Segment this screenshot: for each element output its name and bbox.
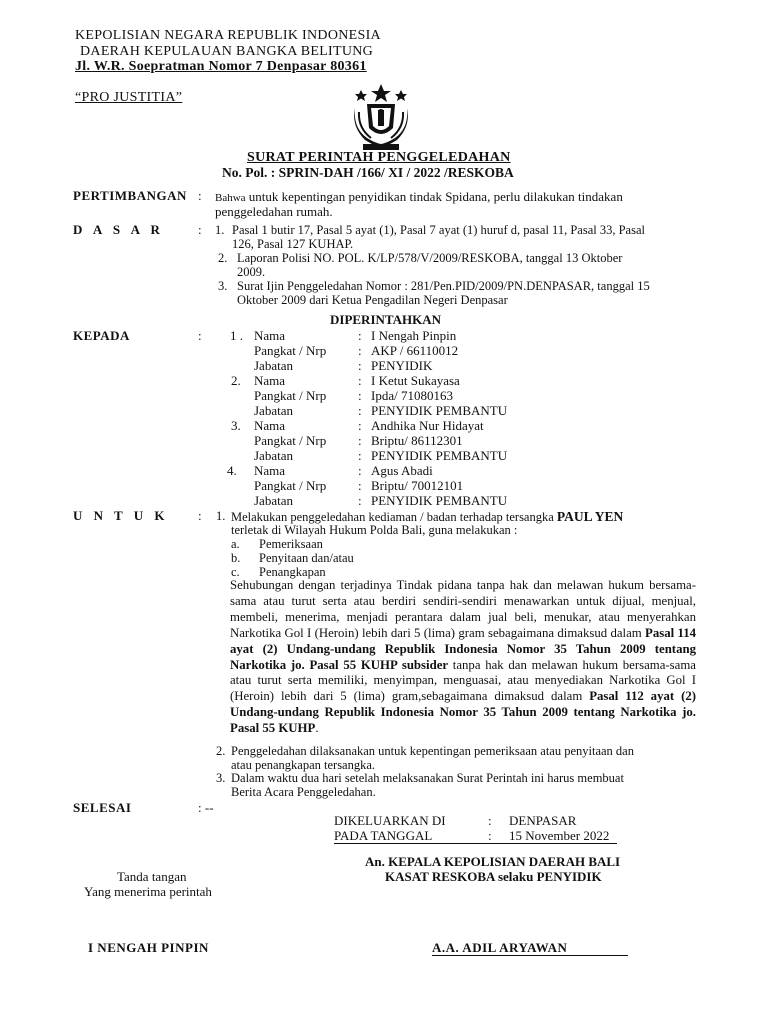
issued-divider	[334, 843, 617, 844]
dasar-item-text: Oktober 2009 dari Ketua Pengadilan Negeri Denpasar	[237, 293, 508, 307]
person-sep: :	[358, 328, 362, 343]
person-sep: :	[358, 388, 362, 403]
header-line-1: KEPOLISIAN NEGARA REPUBLIK INDONESIA	[75, 28, 381, 43]
issued-date-colon: :	[488, 828, 492, 843]
untuk-item-2-text: Penggeledahan dilaksanakan untuk kepentingan pemeriksaan atau penyitaan dan	[231, 744, 634, 758]
subitem-text: Penangkapan	[259, 565, 326, 579]
person-nama: I Nengah Pinpin	[371, 328, 457, 343]
subitem-text: Penyitaan dan/atau	[259, 551, 354, 565]
kepada-colon: :	[198, 328, 202, 343]
person-pangkat: Briptu/ 86112301	[371, 433, 463, 448]
header-address: Jl. W.R. Soepratman Nomor 7 Denpasar 80361	[75, 59, 367, 74]
person-jabatan: PENYIDIK PEMBANTU	[371, 448, 508, 463]
person-jabatan: PENYIDIK PEMBANTU	[371, 403, 508, 418]
untuk-paragraph: Sehubungan dengan terjadinya Tindak pidana tanpa hak dan melawan hukum bersama-sama atau turut serta atau berdiri sendiri-sendiri menawarkan untuk dijual, menjual, membeli, menerima, menjadi perantara dalam jual beli, menukar, atau menyerahkan Narkotika Gol I (Heroin) lebih dari 5 (lima) gram sebagaimana dimaksud dalam Pasal 114 ayat (2) Undang-undang Republik Indonesia Nomor 35 Tahun 2009 tentang Narkotika jo. Pasal 55 KUHP subsider tanpa hak dan melawan hukum bersama-sama atau turut serta memiliki, menyimpan, menguasai, atau menyediakan Narkotika Gol I (Heroin) lebih dari 5 (lima) gram,sebagaimana dimaksud dalam Pasal 112 ayat (2) Undang-undang Republik Indonesia Nomor 35 Tahun 2009 tentang Narkotika jo. Pasal 55 KUHP.	[230, 578, 696, 736]
person-nama-label: Nama	[254, 463, 286, 478]
dasar-item-text: 126, Pasal 127 KUHAP.	[232, 237, 354, 251]
untuk-item-1-text: Melakukan penggeledahan kediaman / badan terhadap tersangka PAUL YEN	[231, 509, 624, 524]
person-number: 1 .	[230, 328, 243, 343]
selesai-label: SELESAI	[73, 800, 132, 815]
person-sep: :	[358, 343, 362, 358]
person-sep: :	[358, 373, 362, 388]
selesai-value: : --	[198, 800, 214, 815]
person-nama: Agus Abadi	[371, 463, 433, 478]
diperintahkan-heading: DIPERINTAHKAN	[330, 312, 441, 327]
person-jabatan-label: Jabatan	[254, 493, 293, 508]
person-sep: :	[358, 493, 362, 508]
untuk-colon: :	[198, 508, 202, 523]
untuk-item-2-text-2: atau penangkapan tersangka.	[231, 758, 376, 772]
subitem-text: Pemeriksaan	[259, 537, 323, 551]
dasar-item-number: 3.	[218, 279, 228, 293]
header-line-2: DAERAH KEPULAUAN BANGKA BELITUNG	[80, 44, 374, 59]
untuk-item-1-text-2: terletak di Wilayah Hukum Polda Bali, guna melakukan :	[231, 523, 518, 537]
person-number: 4.	[227, 463, 237, 478]
person-jabatan-label: Jabatan	[254, 403, 293, 418]
person-nama-label: Nama	[254, 328, 286, 343]
person-nama-label: Nama	[254, 373, 286, 388]
person-nama: I Ketut Sukayasa	[371, 373, 460, 388]
person-sep: :	[358, 433, 362, 448]
pertimbangan-colon: :	[198, 188, 202, 203]
police-emblem-logo	[349, 82, 413, 154]
person-pangkat-label: Pangkat / Nrp	[254, 388, 327, 403]
pertimbangan-text-2: penggeledahan rumah.	[215, 204, 333, 219]
issued-date: 15 November 2022	[509, 828, 610, 843]
issued-date-label: PADA TANGGAL	[334, 828, 433, 843]
signer-name: A.A. ADIL ARYAWAN	[432, 940, 568, 955]
person-sep: :	[358, 463, 362, 478]
pertimbangan-label: PERTIMBANGAN	[73, 188, 187, 203]
document-title: SURAT PERINTAH PENGGELEDAHAN	[247, 150, 511, 165]
person-sep: :	[358, 403, 362, 418]
subitem-letter: b.	[231, 551, 241, 565]
untuk-item-number: 3.	[216, 771, 226, 785]
person-nama-label: Nama	[254, 418, 286, 433]
person-sep: :	[358, 358, 362, 373]
untuk-label: U N T U K	[73, 508, 169, 523]
person-number: 2.	[231, 373, 241, 388]
signer-title-1: An. KEPALA KEPOLISIAN DAERAH BALI	[365, 854, 621, 869]
person-number: 3.	[231, 418, 241, 433]
person-pangkat-label: Pangkat / Nrp	[254, 433, 327, 448]
person-sep: :	[358, 478, 362, 493]
issued-place-label: DIKELUARKAN DI	[334, 813, 446, 828]
pertimbangan-text: Bahwa untuk kepentingan penyidikan tindak Spidana, perlu dilakukan tindakan	[215, 189, 623, 204]
person-jabatan: PENYIDIK	[371, 358, 433, 373]
dasar-item-number: 1.	[215, 223, 225, 237]
subitem-letter: a.	[231, 537, 240, 551]
untuk-item-number: 2.	[216, 744, 226, 758]
pro-justitia: “PRO JUSTITIA”	[75, 90, 183, 105]
issued-place: DENPASAR	[509, 813, 577, 828]
person-nama: Andhika Nur Hidayat	[371, 418, 484, 433]
person-jabatan: PENYIDIK PEMBANTU	[371, 493, 508, 508]
dasar-item-text: Surat Ijin Penggeledahan Nomor : 281/Pen.PID/2009/PN.DENPASAR, tanggal 15	[237, 279, 650, 293]
subitem-letter: c.	[231, 565, 240, 579]
recipient-label-1: Tanda tangan	[117, 869, 187, 884]
untuk-item-3-text: Dalam waktu dua hari setelah melaksanakan Surat Perintah ini harus membuat	[231, 771, 624, 785]
dasar-item-text: Laporan Polisi NO. POL. K/LP/578/V/2009/RESKOBA, tanggal 13 Oktober	[237, 251, 623, 265]
person-pangkat: Briptu/ 70012101	[371, 478, 464, 493]
person-pangkat: Ipda/ 71080163	[371, 388, 453, 403]
dasar-item-text: Pasal 1 butir 17, Pasal 5 ayat (1), Pasal 7 ayat (1) huruf d, pasal 11, Pasal 33, Pasal	[232, 223, 645, 237]
person-pangkat: AKP / 66110012	[371, 343, 459, 358]
person-sep: :	[358, 418, 362, 433]
signer-name-underline	[432, 955, 628, 956]
person-jabatan-label: Jabatan	[254, 448, 293, 463]
untuk-item-3-text-2: Berita Acara Penggeledahan.	[231, 785, 376, 799]
document-number: No. Pol. : SPRIN-DAH /166/ XI / 2022 /RESKOBA	[222, 165, 514, 180]
kepada-label: KEPADA	[73, 328, 130, 343]
untuk-item-number: 1.	[216, 509, 226, 523]
signer-title-2: KASAT RESKOBA selaku PENYIDIK	[385, 869, 602, 884]
recipient-label-2: Yang menerima perintah	[84, 884, 212, 899]
person-sep: :	[358, 448, 362, 463]
dasar-colon: :	[198, 222, 202, 237]
person-pangkat-label: Pangkat / Nrp	[254, 343, 327, 358]
dasar-item-text: 2009.	[237, 265, 266, 279]
person-pangkat-label: Pangkat / Nrp	[254, 478, 327, 493]
recipient-name: I NENGAH PINPIN	[88, 940, 209, 955]
person-jabatan-label: Jabatan	[254, 358, 293, 373]
dasar-label: D A S A R	[73, 222, 164, 237]
issued-place-colon: :	[488, 813, 492, 828]
dasar-item-number: 2.	[218, 251, 228, 265]
